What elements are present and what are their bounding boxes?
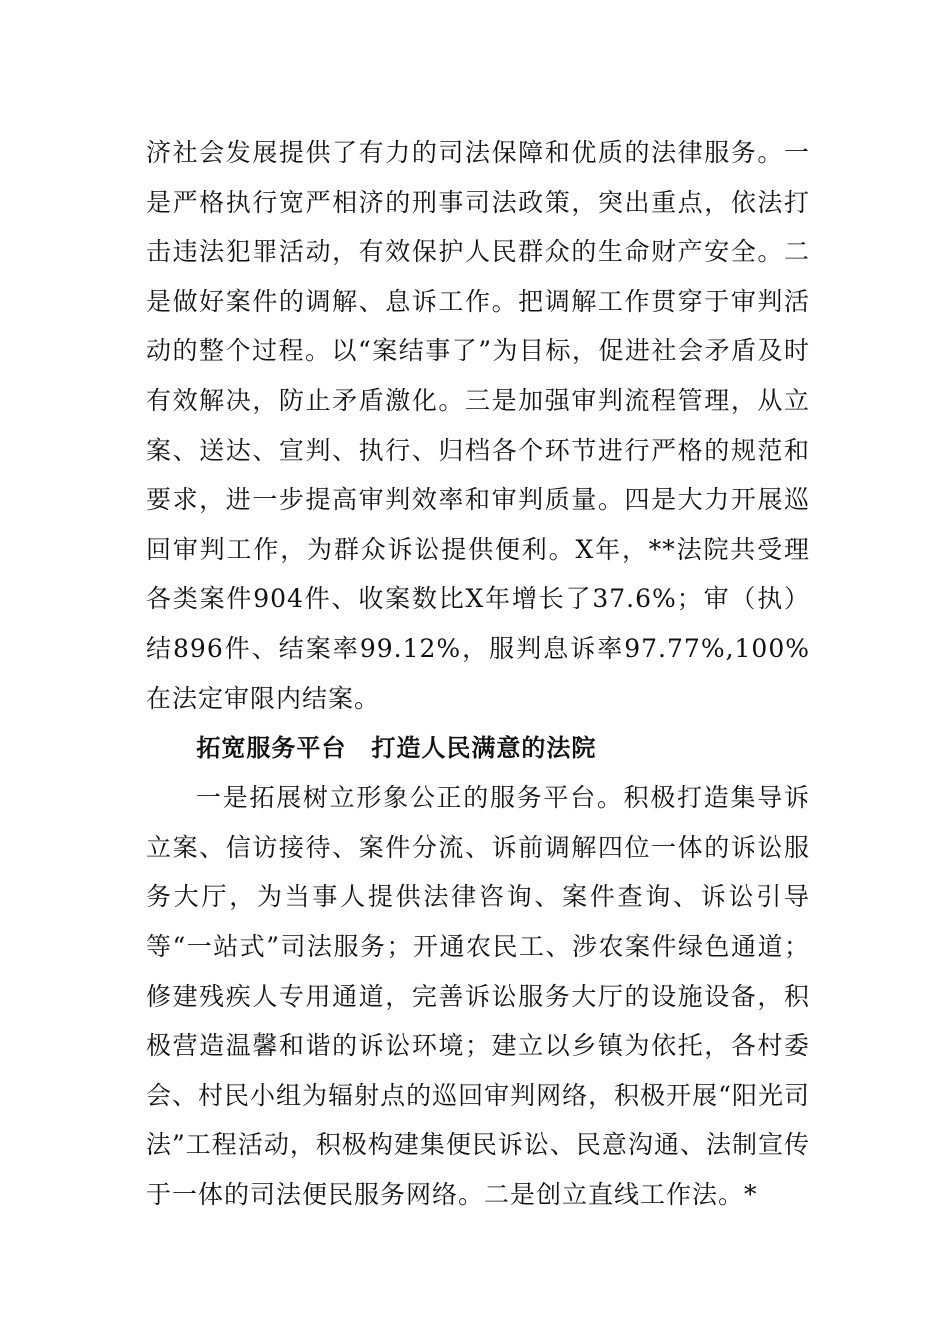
section-heading: 拓宽服务平台 打造人民满意的法院 [196, 734, 597, 763]
body-paragraph-1: 济社会发展提供了有力的司法保障和优质的法律服务。一是严格执行宽严相济的刑事司法政策，突出重点，依法打击违法犯罪活动，有效保护人民群众的生命财产安全。二是做好案件的调解、息诉工作。把调解工作贯穿于审判活动的整个过程。以“案结事了”为目标，促进社会矛盾及时有效解决，防止矛盾激化。三是加强审判流程管理，从立案、送达、宣判、执行、归档各个环节进行严格的规范和要求，进一步提高审判效率和审判质量。四是大力开展巡回审判工作，为群众诉讼提供便利。X年，**法院共受理各类案件904件、收案数比X年增长了37.6%；审（执）结896件、结案率99.12%，服判息诉率97.77%,100%在法定审限内结案。 [146, 138, 810, 713]
document-body [146, 128, 810, 1219]
body-paragraph-2: 一是拓展树立形象公正的服务平台。积极打造集导诉立案、信访接待、案件分流、诉前调解四位一体的诉讼服务大厅，为当事人提供法律咨询、案件查询、诉讼引导等“一站式”司法服务；开通农民工、涉农案件绿色通道；修建残疾人专用通道，完善诉讼服务大厅的设施设备，积极营造温馨和谐的诉讼环境；建立以乡镇为依托，各村委会、村民小组为辐射点的巡回审判网络，积极开展“阳光司法”工程活动，积极构建集便民诉讼、民意沟通、法制宣传于一体的司法便民服务网络。二是创立直线工作法。* [146, 783, 810, 1209]
